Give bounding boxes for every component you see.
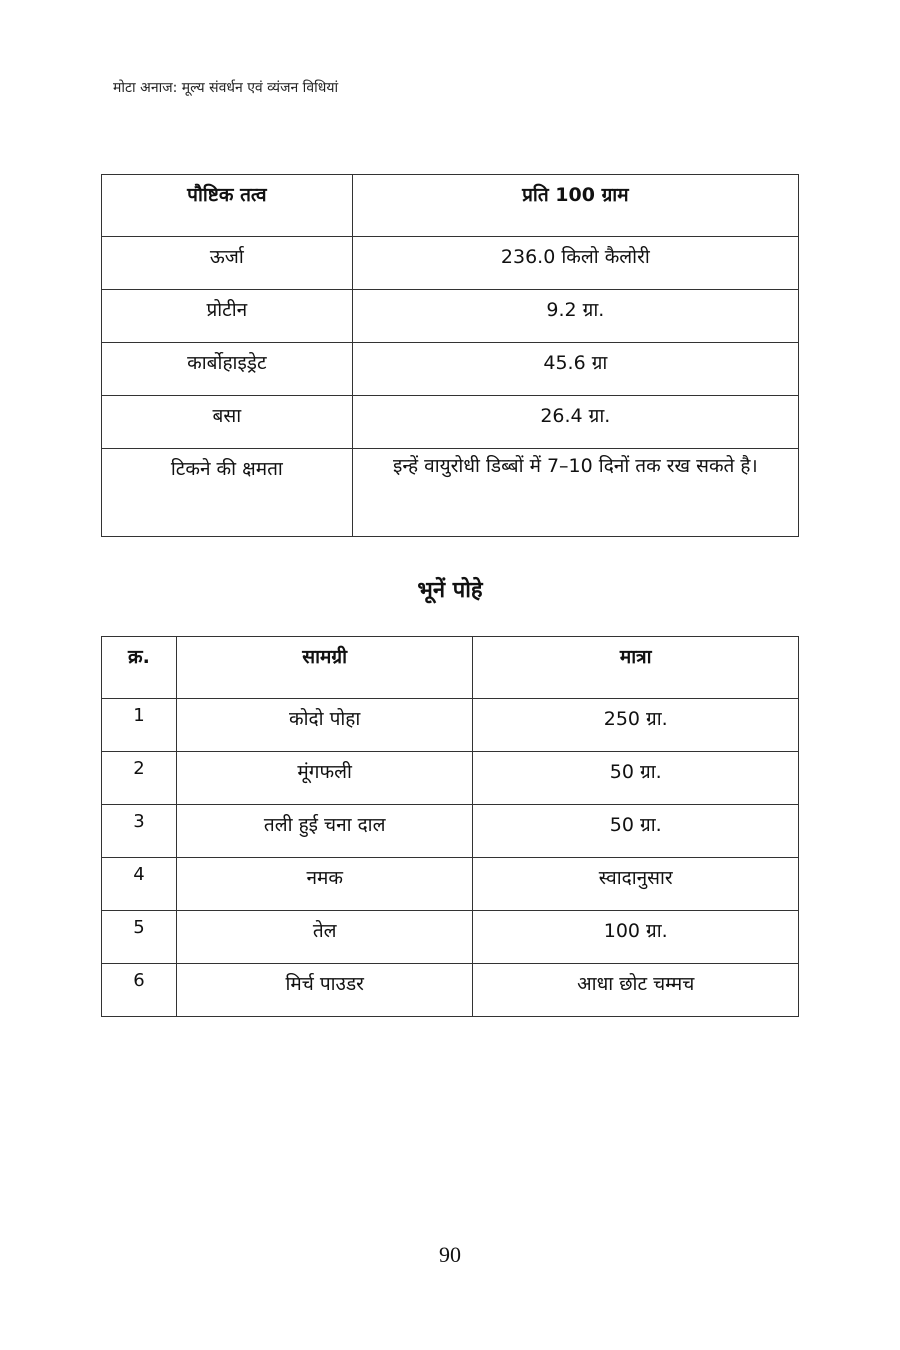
- table-row: [102, 396, 799, 449]
- table-row: [102, 805, 799, 858]
- ingredient-quantity: 250 ग्रा.: [473, 699, 799, 752]
- header-per-100g: प्रति 100 ग्राम: [352, 175, 798, 237]
- nutrition-table: [101, 174, 799, 537]
- table-header-row: [102, 175, 799, 237]
- serial-number: 6: [102, 964, 177, 1017]
- ingredient-name: तली हुई चना दाल: [176, 805, 473, 858]
- ingredient-name: मिर्च पाउडर: [176, 964, 473, 1017]
- table-row: [102, 964, 799, 1017]
- nutrient-value: 26.4 ग्रा.: [352, 396, 798, 449]
- table-row: [102, 699, 799, 752]
- ingredient-name: नमक: [176, 858, 473, 911]
- section-title: भूनें पोहे: [417, 578, 483, 603]
- header-ingredient: सामग्री: [176, 637, 473, 699]
- ingredient-table: [101, 636, 799, 1017]
- ingredient-quantity: 50 ग्रा.: [473, 752, 799, 805]
- header-nutrient: पौष्टिक तत्व: [102, 175, 353, 237]
- nutrient-value: 236.0 किलो कैलोरी: [352, 237, 798, 290]
- serial-number: 3: [102, 805, 177, 858]
- ingredient-quantity: स्वादानुसार: [473, 858, 799, 911]
- ingredient-quantity: आधा छोट चम्मच: [473, 964, 799, 1017]
- table-row: [102, 752, 799, 805]
- nutrient-name: कार्बोहाइड्रेट: [102, 343, 353, 396]
- nutrient-name: ऊर्जा: [102, 237, 353, 290]
- serial-number: 5: [102, 911, 177, 964]
- ingredient-quantity: 100 ग्रा.: [473, 911, 799, 964]
- running-head: मोटा अनाज: मूल्य संवर्धन एवं व्यंजन विधियां: [113, 80, 339, 96]
- table-row: [102, 343, 799, 396]
- nutrient-name: टिकने की क्षमता: [102, 449, 353, 537]
- table-row: [102, 858, 799, 911]
- table-row: [102, 911, 799, 964]
- ingredient-quantity: 50 ग्रा.: [473, 805, 799, 858]
- header-serial: क्र.: [102, 637, 177, 699]
- serial-number: 1: [102, 699, 177, 752]
- ingredient-name: कोदो पोहा: [176, 699, 473, 752]
- nutrient-value: 9.2 ग्रा.: [352, 290, 798, 343]
- page-number: 90: [439, 1242, 461, 1267]
- ingredient-name: तेल: [176, 911, 473, 964]
- table-row: [102, 449, 799, 537]
- table-row: [102, 290, 799, 343]
- table-header-row: [102, 637, 799, 699]
- serial-number: 4: [102, 858, 177, 911]
- header-quantity: मात्रा: [473, 637, 799, 699]
- nutrient-value: 45.6 ग्रा: [352, 343, 798, 396]
- nutrient-name: प्रोटीन: [102, 290, 353, 343]
- ingredient-name: मूंगफली: [176, 752, 473, 805]
- serial-number: 2: [102, 752, 177, 805]
- nutrient-value: इन्हें वायुरोधी डिब्बों में 7–10 दिनों तक रख सकते है।: [352, 449, 798, 537]
- nutrient-name: बसा: [102, 396, 353, 449]
- table-row: [102, 237, 799, 290]
